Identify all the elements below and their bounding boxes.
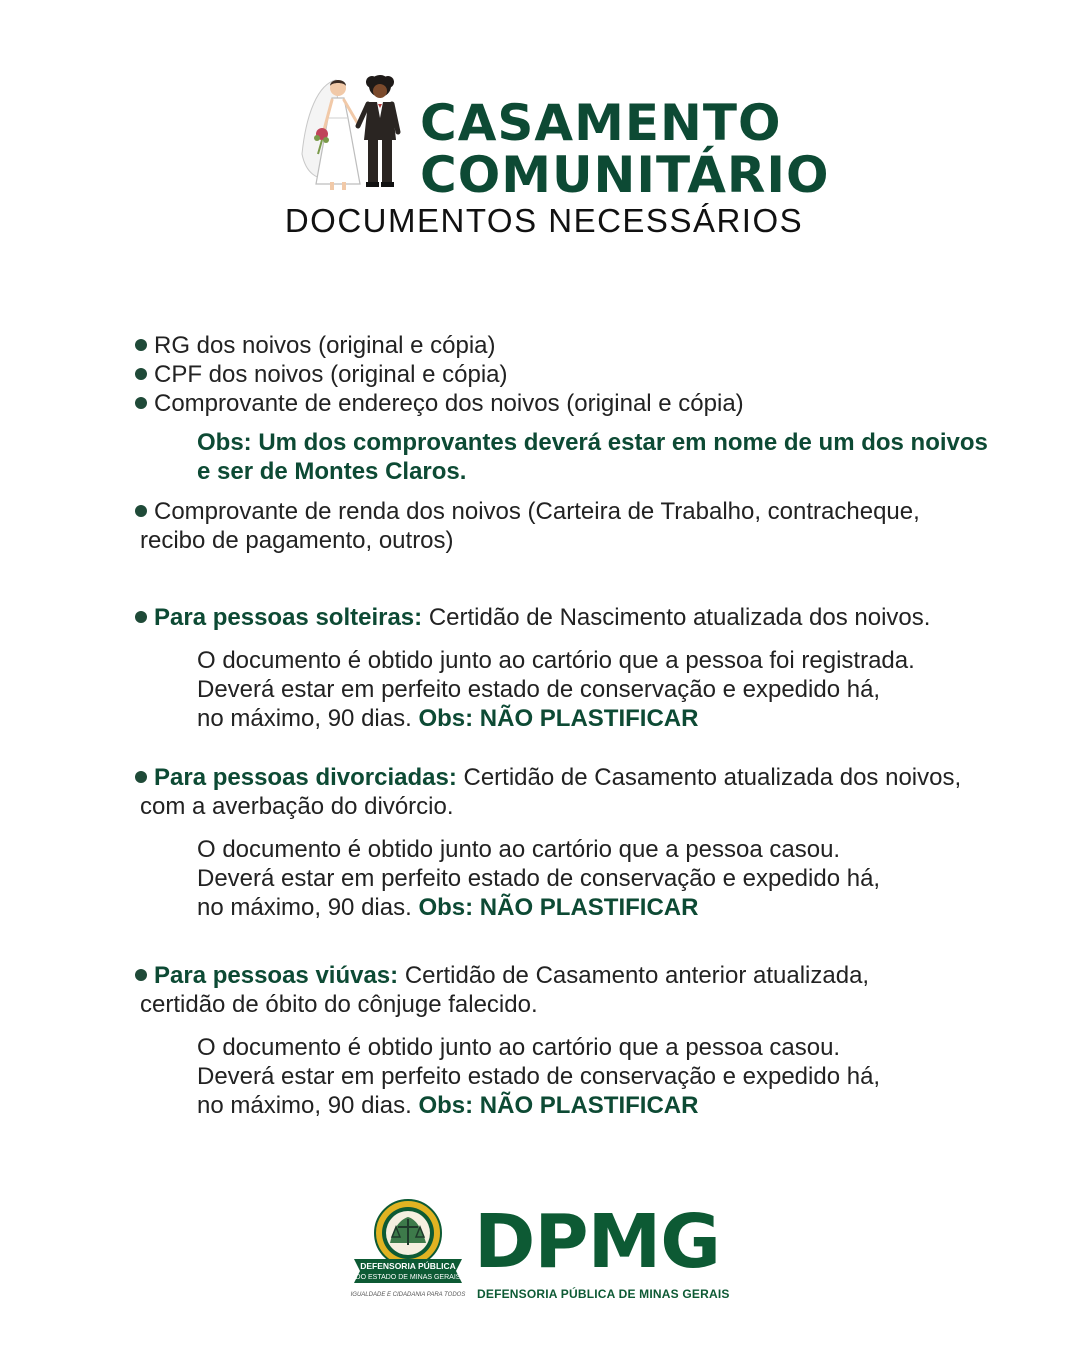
bullet-icon xyxy=(135,397,147,409)
solteiras-detail-1: O documento é obtido junto ao cartório que a pessoa foi registrada. xyxy=(197,647,915,674)
viuvas-obs: Obs: NÃO PLASTIFICAR xyxy=(418,1092,699,1119)
bullet-icon xyxy=(135,339,147,351)
solteiras-detail-3 xyxy=(197,704,698,733)
list-item-viuvas xyxy=(135,961,869,990)
viuvas-detail-3-text: no máximo, 90 dias. xyxy=(197,1092,419,1119)
dpmg-logo-subtitle: DEFENSORIA PÚBLICA DE MINAS GERAIS xyxy=(477,1287,730,1301)
divorciadas-detail-1: O documento é obtido junto ao cartório que a pessoa casou. xyxy=(197,836,841,863)
viuvas-label: Para pessoas viúvas: xyxy=(154,962,399,989)
footer xyxy=(0,1195,1080,1315)
solteiras-detail-3-text: no máximo, 90 dias. xyxy=(197,705,419,732)
divorciadas-detail-3-text: no máximo, 90 dias. xyxy=(197,894,419,921)
renda-item-text-continued: recibo de pagamento, outros) xyxy=(140,527,454,554)
divorciadas-detail-2: Deverá estar em perfeito estado de conservação e expedido há, xyxy=(197,865,881,892)
list-item xyxy=(135,497,920,526)
cpf-item-text: CPF dos noivos (original e cópia) xyxy=(154,361,508,388)
solteiras-obs: Obs: NÃO PLASTIFICAR xyxy=(418,705,699,732)
brand-title-line-1: CASAMENTO xyxy=(420,94,782,152)
bullet-icon xyxy=(135,611,147,623)
viuvas-text: Certidão de Casamento anterior atualizada, xyxy=(398,962,870,989)
list-item-solteiras xyxy=(135,603,930,632)
list-item xyxy=(135,331,496,360)
viuvas-detail-3 xyxy=(197,1091,698,1120)
endereco-obs-line-2: e ser de Montes Claros. xyxy=(197,458,467,485)
seal-text-line-1: DEFENSORIA PÚBLICA xyxy=(360,1261,456,1271)
renda-item-text: Comprovante de renda dos noivos (Carteira de Trabalho, contracheque, xyxy=(154,498,920,525)
brand-title-line-2: COMUNITÁRIO xyxy=(420,146,830,204)
page-subtitle: DOCUMENTOS NECESSÁRIOS xyxy=(284,202,804,239)
bullet-icon xyxy=(135,368,147,380)
list-item-divorciadas xyxy=(135,763,961,792)
divorciadas-text: Certidão de Casamento atualizada dos noivos, xyxy=(456,764,962,791)
endereco-item-text: Comprovante de endereço dos noivos (original e cópia) xyxy=(154,390,744,417)
defensoria-seal-logo xyxy=(350,1195,466,1303)
list-item xyxy=(135,389,744,418)
solteiras-label: Para pessoas solteiras: xyxy=(154,604,423,631)
divorciadas-detail-3 xyxy=(197,893,698,922)
solteiras-text: Certidão de Nascimento atualizada dos noivos. xyxy=(422,604,931,631)
divorciadas-label: Para pessoas divorciadas: xyxy=(154,764,457,791)
rg-item-text: RG dos noivos (original e cópia) xyxy=(154,332,496,359)
divorciadas-text-continued: com a averbação do divórcio. xyxy=(140,793,454,820)
bullet-icon xyxy=(135,771,147,783)
bullet-icon xyxy=(135,969,147,981)
endereco-obs-line-1: Obs: Um dos comprovantes deverá estar em nome de um dos noivos xyxy=(197,429,988,456)
viuvas-detail-1: O documento é obtido junto ao cartório que a pessoa casou. xyxy=(197,1034,841,1061)
seal-motto: IGUALDADE E CIDADANIA PARA TODOS xyxy=(350,1292,466,1298)
divorciadas-obs: Obs: NÃO PLASTIFICAR xyxy=(418,894,699,921)
bullet-icon xyxy=(135,505,147,517)
dpmg-logo-text: DPMG xyxy=(474,1199,721,1285)
viuvas-detail-2: Deverá estar em perfeito estado de conservação e expedido há, xyxy=(197,1063,881,1090)
header xyxy=(0,70,1080,250)
bride-and-groom-illustration xyxy=(298,74,416,192)
list-item xyxy=(135,360,508,389)
seal-text-line-2: DO ESTADO DE MINAS GERAIS xyxy=(355,1274,461,1281)
solteiras-detail-2: Deverá estar em perfeito estado de conservação e expedido há, xyxy=(197,676,881,703)
viuvas-text-continued: certidão de óbito do cônjuge falecido. xyxy=(140,991,538,1018)
